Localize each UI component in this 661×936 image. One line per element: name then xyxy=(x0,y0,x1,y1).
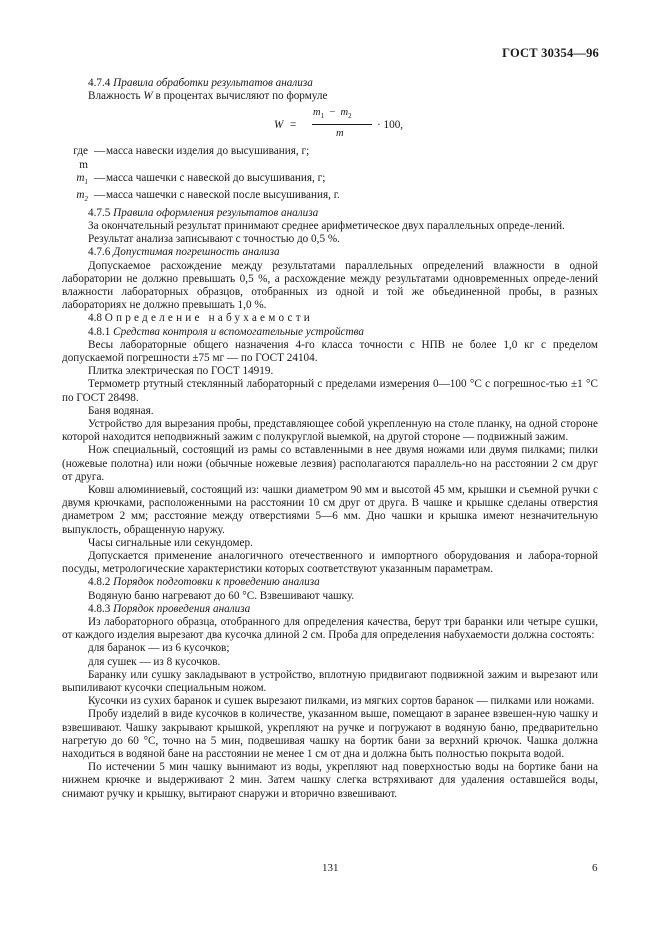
paragraph: Кусочки из сухих баранок и сушек вырезают пилками, из мягких сортов баранок — пилками или ножами. xyxy=(88,695,595,708)
paragraph: Нож специальный, состоящий из рамы со вставленными в нее двумя ножами или двумя пилками; пилки (ножевые полотна) или ножи (обычные ножевые лезвия) располагаются параллель-но на расстоянии 2 см друг от друга. xyxy=(62,444,598,483)
text: Влажность xyxy=(88,90,141,103)
paragraph: Пробу изделий в виде кусочков в количестве, указанном выше, помещают в заранее взвешен-ную чашку и взвешивают. Чашку закрывают крышкой, укрепляют на ручке и погружают в водяную баню, предварительно нагретую до 60 °С, точно на 5 мин, подвешивая чашку на бортик бани за верхний крючок. Чашка должна находиться в водяной бане на расстоянии не менее 1 см от дна и должна быть полностью покрыта водой. xyxy=(62,708,598,761)
paragraph: Результат анализа записывают с точностью до 0,5 %. xyxy=(88,233,340,246)
formula-legend-item: $m_2$ — масса чашечки с навеской после высушивания, г. xyxy=(62,189,598,206)
paragraph: Термометр ртутный стеклянный лабораторный с пределами измерения 0—100 °С с погрешнос-тью ±1 °С по ГОСТ 28498. xyxy=(62,378,598,404)
section-number: 4.7.4 xyxy=(88,77,111,89)
legend-text: масса чашечки с навеской до высушивания, г; xyxy=(106,171,326,184)
formula-denominator: m xyxy=(336,128,344,140)
paragraph: По истечении 5 мин чашку вынимают из воды, укрепляют над поверхностью воды на бортике бани на нижнем крючке и выдерживают 2 мин. Затем чашку слегка встряхивают для удаления оставшейся воды, снимают ручку и крышку, вытирают снаружи и вторично взвешивают. xyxy=(62,761,598,800)
legend-symbol: $m_2$ xyxy=(76,189,88,204)
sheet-number: 6 xyxy=(592,862,598,874)
legend-text: масса чашечки с навеской после высушивания, г. xyxy=(106,189,340,202)
paragraph: Часы сигнальные или секундомер. xyxy=(88,536,253,549)
legend-text: масса навески изделия до высушивания, г; xyxy=(106,145,310,158)
list-item: для баранок — из 6 кусочков; xyxy=(88,642,230,655)
legend-symbol: $m_1$ xyxy=(76,171,88,187)
formula-equals: = xyxy=(290,119,297,132)
paragraph: Из лабораторного образца, отобранного для определения качества, берут три баранки или четыре сушки, от каждого изделия вырезают два кусочка длиной 2 см. Проба для определения набухаемости должна состоять: xyxy=(62,615,598,642)
paragraph xyxy=(62,90,598,103)
paragraph: Устройство для вырезания пробы, представляющее собой укрепленную на столе планку, на одной стороне которой находится неподвижный зажим с полукруглой выемкой, на другой стороне — подвижный зажим. xyxy=(62,417,598,444)
paragraph: За окончательный результат принимают среднее арифметическое двух параллельных опреде-лений. xyxy=(88,219,565,232)
paragraph: Водяную баню нагревают до 60 °С. Взвешивают чашку. xyxy=(88,589,355,602)
legend-symbol: где m xyxy=(73,145,88,171)
variable: W xyxy=(143,90,153,103)
paragraph: Ковш алюминиевый, состоящий из: чашки диаметром 90 мм и высотой 45 мм, крышки и съемной ручки с двумя крючками, расположенными на расстоянии 10 см друг от друга. В чашке и крышке сделаны отверстия диаметром 2 мм; расстояние между отверстиями 5—6 мм. Дно чашки и крышка имеют незначительную выпуклость, обращенную наружу. xyxy=(62,483,598,536)
standard-header: ГОСТ 30354—96 xyxy=(502,46,599,60)
fraction-bar xyxy=(312,124,372,125)
formula-numerator: $m_1 - m_2$ xyxy=(313,107,352,121)
formula-legend-item: где m — масса навески изделия до высушивания, г; xyxy=(62,145,598,171)
formula-lhs: W xyxy=(274,119,284,132)
list-item: для сушек — из 8 кусочков. xyxy=(88,655,221,668)
page-number: 131 xyxy=(322,862,339,874)
document-body xyxy=(62,77,598,801)
section-heading: 4.8 Определение набухаемости xyxy=(88,312,313,325)
text: в процентах вычисляют по формуле xyxy=(155,90,328,103)
formula-multiplier: · 100, xyxy=(377,119,404,132)
section-heading xyxy=(62,77,598,90)
section-heading: 4.8.2 Порядок подготовки к проведению анализа xyxy=(88,576,320,589)
section-title: Правила обработки результатов анализа xyxy=(113,77,313,89)
paragraph: Плитка электрическая по ГОСТ 14919. xyxy=(88,365,274,378)
paragraph: Баранку или сушку закладывают в устройство, вплотную придвигают подвижной зажим и вырезают или выпиливают кусочки специальным ножом. xyxy=(62,668,598,694)
paragraph: Допускается применение аналогичного отечественного и импортного оборудования и лабора-торной посуды, метрологические характеристики которых соответствуют указанным параметрам. xyxy=(62,549,598,576)
section-heading: 4.7.6 Допустимая погрешность анализа xyxy=(88,246,280,259)
paragraph: Весы лабораторные общего назначения 4-го класса точности с НПВ не более 1,0 кг с пределом допускаемой погрешности ±75 мг — по ГОСТ 24104. xyxy=(62,338,598,364)
section-heading: 4.8.1 Средства контроля и вспомогательные устройства xyxy=(88,325,364,338)
section-heading: 4.8.3 Порядок проведения анализа xyxy=(88,602,251,615)
section-heading: 4.7.5 Правила оформления результатов анализа xyxy=(88,206,319,219)
paragraph: Допускаемое расхождение между результатами параллельных определений влажности в одной лаборатории не должно превышать 0,5 %, а расхождение между результатами одновременных опреде-лений влажности лабораторных образцов, отобранных из одной и той же объединенной пробы, в разных лабораториях не должно превышать 1,0 %. xyxy=(62,259,598,312)
formula-legend-item: $m_1$ — масса чашечки с навеской до высушивания, г; xyxy=(62,172,598,189)
moisture-formula xyxy=(62,103,598,145)
paragraph: Баня водяная. xyxy=(88,404,154,417)
